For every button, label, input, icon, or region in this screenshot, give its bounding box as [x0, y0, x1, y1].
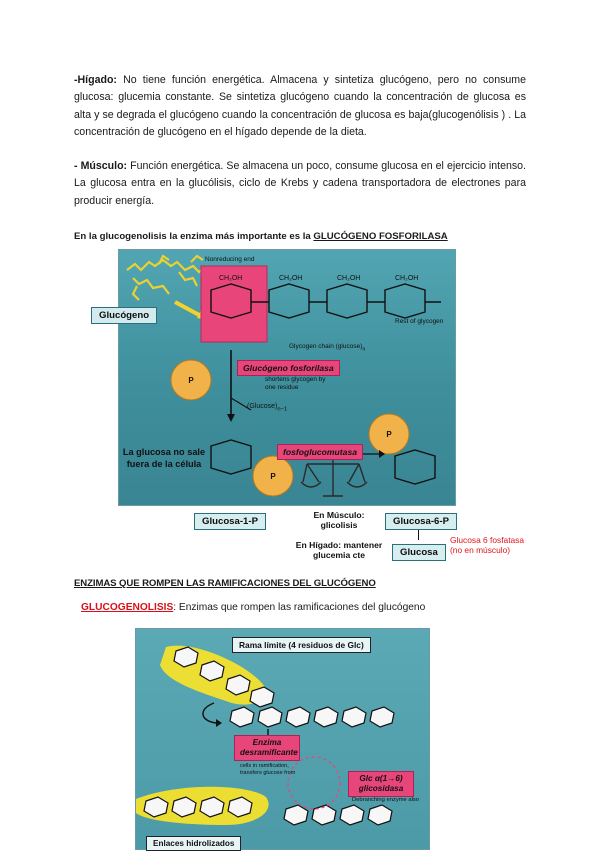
branch-limit-tag: Rama límite (4 residuos de Glc)	[232, 637, 371, 653]
phosphoglucomutase-tag: fosfoglucomutasa	[277, 444, 363, 460]
paragraph-liver	[74, 72, 526, 142]
glycogen-branches-icon	[127, 256, 207, 300]
phosphorylase-enzyme-tag: Glucógeno fosforilasa	[237, 360, 340, 376]
liver-text: No tiene función energética. Almacena y sintetiza glucógeno, pero no consume glucosa: glucemia constante. Se sintetiza glucógeno cuando la concentración de glucosa es alta y se degrada el glucógeno cuando la concentración de glucosa es baja(glucogenólisis ) . La concentración de glucógeno en el hígado depende de la dieta.	[74, 74, 526, 139]
debranching-enzyme-tag: Enzima desramificante	[234, 735, 300, 761]
nonreducing-end-label: Nonreducing end	[205, 256, 255, 263]
phosphate-p: P	[386, 430, 392, 439]
debranching-figure	[135, 628, 430, 850]
transfer-note: cells in ramification, transfers glucose from	[240, 763, 296, 776]
glycogen-chain-label	[289, 343, 365, 352]
arrow-down-icon	[418, 530, 419, 540]
glucose-n1-text: (Glucose)	[247, 403, 278, 410]
heading-debranching: ENZIMAS QUE ROMPEN LAS RAMIFICACIONES DEL GLUCÓGENO	[74, 578, 376, 589]
heading-phosphorylase	[74, 231, 448, 242]
glycogen-chain-sub: n	[362, 346, 366, 353]
muscle-note: En Músculo: glicolisis	[313, 510, 365, 530]
phosphatase-line2: (no en músculo)	[450, 545, 511, 555]
phosphatase-note	[450, 535, 524, 555]
glycogen-chain-text: Glycogen chain (glucose)	[289, 343, 363, 350]
muscle-text: Función energética. Se almacena un poco, consume glucosa en el ejercicio intenso. La glucosa entra en la glucólisis, ciclo de Krebs y cadena transportadora de electrones para producir energía.	[74, 160, 526, 207]
glucosidase-tag: Glc α(1→6) glicosidasa	[348, 771, 414, 797]
paragraph-muscle	[74, 158, 526, 210]
glucose-1-p-tag: Glucosa-1-P	[194, 513, 266, 530]
debranching-note: Debranching enzyme also	[352, 797, 420, 803]
glycogen-tag: Glucógeno	[91, 307, 157, 324]
liver-note: En Hígado: mantener glucemia cte	[295, 540, 383, 560]
phosphate-p: P	[188, 376, 194, 385]
liver-term: -Hígado:	[74, 74, 117, 86]
rest-of-glycogen-label: Rest of glycogen	[395, 318, 444, 325]
glucose-6-p-tag: Glucosa-6-P	[385, 513, 457, 530]
heading-emph: GLUCÓGENO FOSFORILASA	[313, 231, 448, 242]
phosphate-p: P	[270, 472, 276, 481]
glycogenolysis-line	[81, 602, 425, 613]
glucose-n1-sub: n−1	[277, 406, 288, 413]
ch2oh-label: CH₂OH	[219, 275, 243, 282]
ch2oh-label: CH₂OH	[395, 275, 419, 282]
ch2oh-label: CH₂OH	[337, 275, 361, 282]
glucose-n-minus-1-label	[247, 403, 287, 412]
glycogen-phosphorylase-figure	[99, 249, 456, 506]
hydrolyzed-bonds-tag: Enlaces hidrolizados	[146, 836, 241, 851]
glycogenolysis-term: GLUCOGENOLISIS	[81, 602, 174, 613]
ch2oh-label: CH₂OH	[279, 275, 303, 282]
equilibrium-scale-icon	[301, 458, 367, 496]
glucose-no-leave-note: La glucosa no sale fuera de la célula	[122, 447, 206, 469]
phosphatase-line1: Glucosa 6 fosfatasa	[450, 535, 525, 545]
glucose-tag: Glucosa	[392, 544, 446, 561]
shortens-note: shortens glycogen by one residue	[265, 376, 326, 391]
glycogenolysis-text: : Enzimas que rompen las ramificaciones del glucógeno	[173, 602, 426, 613]
muscle-term: - Músculo:	[74, 160, 128, 172]
heading-prefix: En la glucogenolisis la enzima más importante es la	[74, 231, 314, 242]
